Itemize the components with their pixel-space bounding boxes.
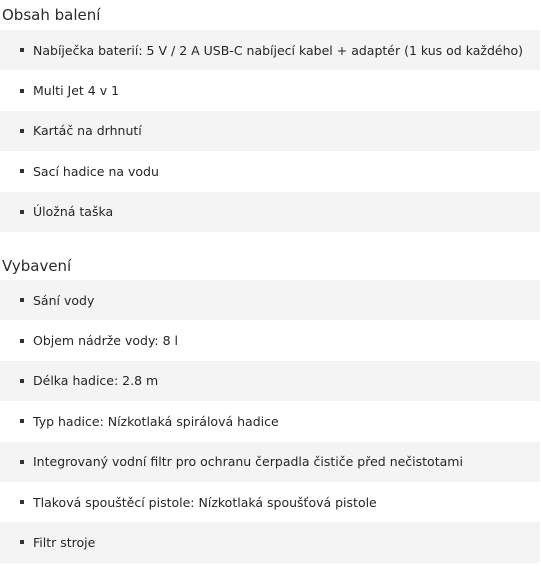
list-item-label: Multi Jet 4 v 1: [33, 83, 120, 99]
package-contents-list: [0, 30, 540, 232]
list-item-label: Filtr stroje: [33, 534, 96, 550]
equipment-list: [0, 280, 540, 563]
bullet-icon: [20, 48, 24, 52]
list-item: [0, 192, 540, 232]
list-item: [0, 361, 540, 401]
list-item: [0, 30, 540, 70]
bullet-icon: [20, 129, 24, 133]
equipment-section: [0, 249, 541, 563]
list-item-label: Nabíječka baterií: 5 V / 2 A USB-C nabíjecí kabel + adaptér (1 kus od každého): [33, 42, 524, 58]
list-item-label: Objem nádrže vody: 8 l: [33, 333, 179, 349]
package-contents-section: [0, 0, 541, 232]
list-item: [0, 522, 540, 562]
list-item: [0, 111, 540, 151]
list-item-label: Integrovaný vodní filtr pro ochranu čerpadla čističe před nečistotami: [33, 454, 463, 470]
bullet-icon: [20, 210, 24, 214]
bullet-icon: [20, 298, 24, 302]
bullet-icon: [20, 169, 24, 173]
list-item-label: Typ hadice: Nízkotlaká spirálová hadice: [33, 413, 279, 429]
bullet-icon: [20, 89, 24, 93]
list-item-label: Sací hadice na vodu: [33, 163, 159, 179]
list-item: [0, 401, 540, 441]
list-item-label: Tlaková spouštěcí pistole: Nízkotlaká spoušťová pistole: [33, 494, 377, 510]
list-item: [0, 320, 540, 360]
bullet-icon: [20, 419, 24, 423]
list-item: [0, 70, 540, 110]
equipment-title: Vybavení: [2, 256, 72, 275]
list-item: [0, 482, 540, 522]
list-item-label: Sání vody: [33, 292, 95, 308]
bullet-icon: [20, 500, 24, 504]
list-item-label: Úložná taška: [33, 204, 114, 220]
list-item-label: Kartáč na drhnutí: [33, 123, 142, 139]
list-item: [0, 442, 540, 482]
bullet-icon: [20, 540, 24, 544]
bullet-icon: [20, 339, 24, 343]
package-contents-title: Obsah balení: [2, 6, 101, 24]
bullet-icon: [20, 460, 24, 464]
list-item: [0, 151, 540, 191]
bullet-icon: [20, 379, 24, 383]
list-item: [0, 280, 540, 320]
list-item-label: Délka hadice: 2.8 m: [33, 373, 159, 389]
